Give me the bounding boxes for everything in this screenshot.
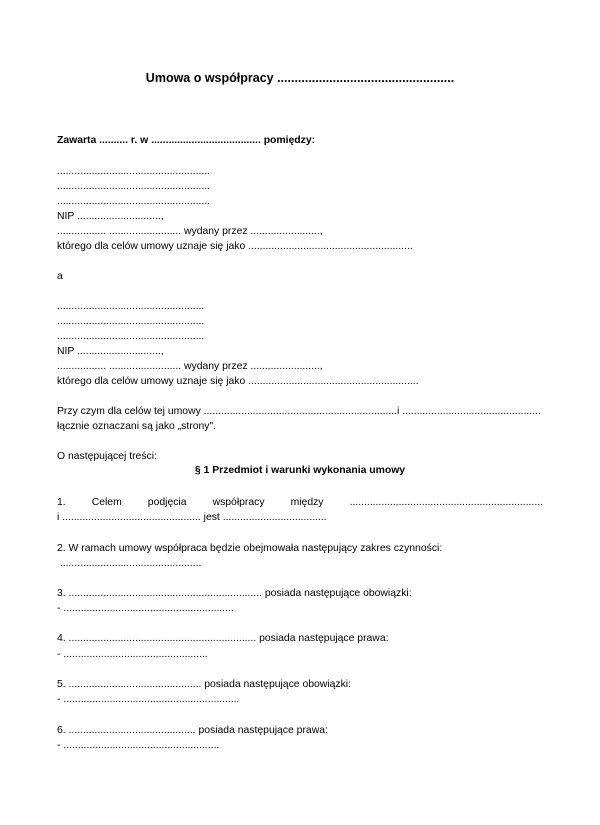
item-1-word: ................................................................... — [349, 497, 543, 508]
item-3: 3. ................................................................... posiada następujące obowiązki: — [57, 588, 412, 599]
item-4: 4. ................................................................. posiada następujące prawa: — [57, 633, 389, 644]
item-1-word: 1. — [57, 497, 66, 508]
item-1-word: między — [290, 497, 324, 508]
item-1-line-1 — [57, 497, 543, 509]
item-1-line-2: i ................................................ jest .................................... — [57, 512, 327, 523]
item-1-word: Celem — [91, 497, 122, 508]
item-5-line-2: - ............................................................. — [57, 694, 240, 705]
concluded-line: Zawarta .......... r. w ...................................... pomiędzy: — [57, 135, 316, 146]
item-2: 2. W ramach umowy współpraca będzie obejmowała następujący zakres czynności: — [57, 543, 443, 554]
party2-designation: którego dla celów umowy uznaje się jako ........................................................... — [57, 376, 419, 387]
following-content: O następującej treści: — [57, 451, 157, 462]
party1-line-1: ..................................................... — [57, 166, 211, 177]
party1-line-3: ..................................................... — [57, 196, 211, 207]
item-1-word: współpracy — [212, 497, 265, 508]
party2-nip: NIP ............................., — [57, 346, 164, 357]
party1-issued-by: ................. ......................... wydany przez ........................, — [57, 226, 323, 237]
party2-line-2: ................................................... — [57, 316, 205, 327]
item-3-line-2: - ........................................................... — [57, 603, 234, 614]
document-title: Umowa o współpracy ................................................... — [145, 71, 455, 85]
section-1-heading: § 1 Przedmiot i warunki wykonania umowy — [194, 465, 406, 476]
party1-nip: NIP ............................., — [57, 211, 164, 222]
parties-jointly: łącznie oznaczani są jako „strony". — [57, 421, 217, 432]
party1-designation: którego dla celów umowy uznaje się jako ......................................................... — [57, 241, 413, 252]
item-2-line-2: ................................................. — [57, 558, 202, 569]
party2-line-3: ................................................... — [57, 331, 205, 342]
item-6-line-2: - ...................................................... — [57, 740, 220, 751]
party2-line-1: ................................................... — [57, 301, 205, 312]
parties-definition-right: i ................................................ — [397, 406, 541, 417]
party1-line-2: ..................................................... — [57, 181, 211, 192]
party2-issued-by: ................. ......................... wydany przez ........................, — [57, 361, 323, 372]
item-6: 6. ............................................ posiada następujące prawa: — [57, 725, 328, 736]
item-4-line-2: - .................................................. — [57, 649, 208, 660]
item-1-word: podjęcia — [147, 497, 187, 508]
item-5: 5. .............................................. posiada następujące obowiązki: — [57, 679, 351, 690]
parties-definition: Przy czym dla celów tej umowy ................................................................... — [57, 406, 398, 417]
and-separator: a — [57, 271, 63, 282]
